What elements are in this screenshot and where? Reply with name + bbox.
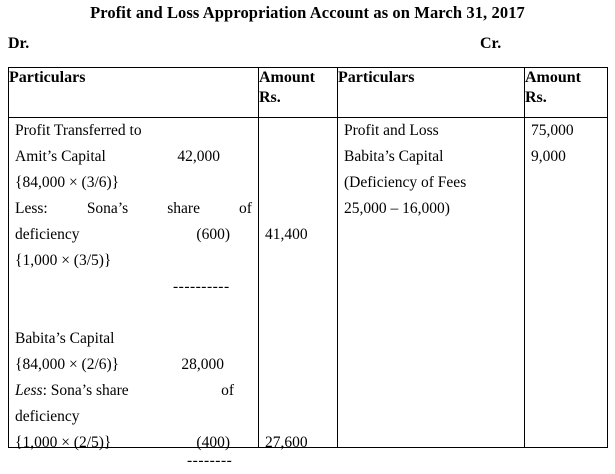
table-header-row [9, 68, 608, 118]
debit-line-9-label: : Sona’s share [42, 382, 129, 399]
credit-line-3-text: (Deficiency of Fees [344, 174, 467, 191]
header-particulars-credit [338, 68, 525, 118]
header-amount-debit [259, 68, 338, 118]
header-amount-credit [525, 68, 608, 118]
credit-line-1 [344, 118, 518, 144]
header-particulars-debit [9, 68, 259, 118]
credit-line-2 [344, 144, 518, 170]
debit-line-11-amount: (400) [196, 434, 230, 451]
header-amount-credit-line2: Rs. [525, 89, 547, 107]
debit-particulars-cell [9, 118, 259, 469]
table-body-row [9, 118, 608, 448]
debit-line-6-text: {1,000 × (3/5)} [15, 252, 112, 269]
credit-line-4-text: 25,000 – 16,000) [344, 200, 450, 217]
debit-line-5-label: deficiency [15, 226, 80, 243]
debit-line-9-less-italic: Less [15, 382, 43, 399]
debit-line-4 [15, 196, 252, 222]
credit-line-1-text: Profit and Loss [344, 122, 439, 139]
debit-line-4-word-4: of [239, 200, 252, 217]
debit-line-5-amount: (600) [196, 226, 230, 243]
debit-line-2-label: Amit’s Capital [15, 148, 106, 165]
debit-line-2-amount: 42,000 [177, 148, 220, 165]
debit-line-9 [15, 378, 252, 404]
debit-line-3-text: {84,000 × (3/6)} [15, 174, 120, 191]
debit-line-8-label: {84,000 × (2/6)} [15, 356, 120, 373]
debit-subtotal-rule-1: ---------- [173, 278, 230, 295]
debit-amount-cell [259, 118, 338, 451]
header-amount-credit-line1: Amount [525, 69, 582, 86]
credit-line-4 [344, 196, 518, 222]
credit-line-3 [344, 170, 518, 196]
credit-amount-2: 9,000 [531, 148, 566, 165]
debit-line-1 [15, 118, 252, 144]
debit-line-1-text: Profit Transferred to [15, 122, 142, 139]
header-amount-debit-line1: Amount [259, 69, 316, 86]
debit-line-8-amount: 28,000 [181, 356, 224, 373]
debit-line-5 [15, 222, 252, 248]
debit-line-6 [15, 248, 252, 274]
debit-line-11-label: {1,000 × (2/5)} [15, 434, 112, 451]
credit-amount-cell [525, 118, 608, 448]
debit-line-10 [15, 404, 252, 430]
debit-line-10-text: deficiency [15, 408, 80, 425]
debit-line-4-word-3: share [167, 200, 200, 217]
credit-particulars-cell [338, 118, 525, 448]
debit-line-2 [15, 144, 252, 170]
debit-subtotal-rule-2: -------- [187, 452, 233, 469]
credit-amount-1: 75,000 [531, 122, 574, 139]
credit-label: Cr. [480, 35, 502, 52]
debit-line-3 [15, 170, 252, 196]
page-title: Profit and Loss Appropriation Account as on March 31, 2017 [90, 3, 525, 22]
header-amount-debit-line2: Rs. [259, 89, 281, 107]
ledger-table [8, 67, 608, 469]
debit-line-8 [15, 352, 252, 378]
debit-line-7 [15, 326, 252, 352]
debit-amount-1: 41,400 [265, 226, 308, 243]
credit-line-2-text: Babita’s Capital [344, 148, 444, 165]
debit-amount-2: 27,600 [265, 434, 308, 451]
debit-line-4-word-2: Sona’s [86, 200, 129, 217]
debit-credit-header [8, 35, 607, 59]
header-particulars-credit-label: Particulars [338, 69, 415, 86]
debit-line-7-text: Babita’s Capital [15, 330, 115, 347]
debit-line-9-tail: of [221, 382, 234, 399]
debit-label: Dr. [8, 35, 30, 52]
header-particulars-debit-label: Particulars [9, 69, 86, 86]
debit-line-4-word-1: Less: [15, 200, 48, 217]
